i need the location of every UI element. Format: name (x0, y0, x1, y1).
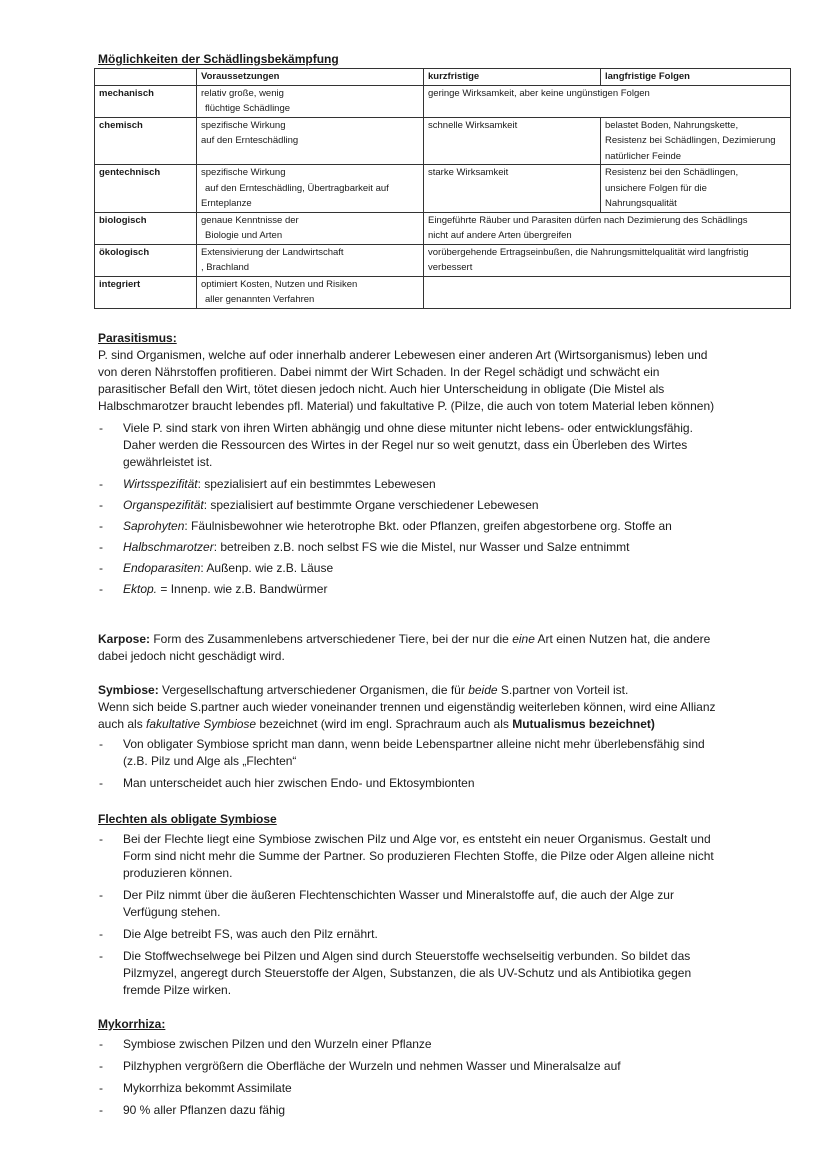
table-title: Möglichkeiten der Schädlingsbekämpfung (98, 52, 339, 66)
cell-line: Ernteplanze (201, 198, 252, 209)
cell-line: genaue Kenntnisse der (201, 214, 299, 226)
karpose-text-end: Art einen Nutzen hat, die andere dabei jedoch nicht geschädigt wird. (98, 632, 711, 663)
flechten-heading: Flechten als obligate Symbiose (98, 812, 277, 826)
list-item: - Mykorrhiza bekommt Assimilate (98, 1080, 718, 1097)
term: Saprohyten (123, 519, 185, 533)
term-text: : Außenp. wie z.B. Läuse (200, 561, 334, 575)
mykorrhiza-heading: Mykorrhiza: (98, 1017, 166, 1031)
cell-line: relativ große, wenig (201, 87, 284, 99)
row-label: integriert (95, 276, 197, 308)
cell-line: natürlicher Feinde (605, 150, 682, 162)
list-item: - Man unterscheidet auch hier zwischen Endo- und Ektosymbionten (98, 775, 718, 792)
karpose-label: Karpose: (98, 632, 151, 646)
cell-line: Nahrungsqualität (605, 198, 677, 209)
cell-line: Resistenz bei den Schädlingen, (605, 167, 739, 178)
list-item: - Symbiose zwischen Pilzen und den Wurzeln einer Pflanze (98, 1036, 718, 1053)
section-flechten (98, 811, 718, 999)
list-item: - Bei der Flechte liegt eine Symbiose zwischen Pilz und Alge vor, es entsteht ein neuer Organismus. Gestalt und Form sind nicht mehr die Summe der Partner. So produzieren Flechten Stoffe, die Pilze oder Algen alleine nicht produzieren können. (98, 831, 718, 882)
section-symbiose (98, 682, 718, 792)
cell-line: vorübergehende Ertragseinbußen, die Nahrungsmittelqualität wird langfristig (428, 246, 749, 258)
pest-control-table (94, 68, 791, 309)
symbiose-line2-emph: fakultative Symbiose (146, 717, 257, 731)
cell-line: auf den Ernteschädling, Übertragbarkeit auf (205, 182, 389, 194)
list-item (98, 420, 718, 471)
cell-voraussetzungen (197, 165, 424, 213)
cell-line: aller genannten Verfahren (205, 294, 315, 305)
cell-kurzfristige (424, 117, 601, 165)
cell-voraussetzungen (197, 276, 424, 308)
cell-line: starke Wirksamkeit (428, 167, 509, 178)
term-text: : Fäulnisbewohner wie heterotrophe Bkt. oder Pflanzen, greifen abgestorbene org. Stoffe an (184, 519, 672, 533)
list-item: - Die Alge betreibt FS, was auch den Pilz ernährt. (98, 926, 718, 943)
parasitismus-intro: P. sind Organismen, welche auf oder innerhalb anderer Lebewesen einer anderen Art (Wirtsorganismus) leben und von deren Nährstoffen profitieren. Dabei nimmt der Wirt Schaden. In der Regel schädigt und schwächt ein parasitischer Befall den Wirt, tötet diesen jedoch nicht. Auch hier Unterscheidung in obligate (Die Mistel als Halbschmarotzer braucht lebendes pfl. Material) und fakultative P. (Pilze, die auch von totem Material leben können) (98, 348, 715, 413)
cell-line: spezifische Wirkung (201, 119, 286, 131)
section-karpose (98, 631, 718, 665)
row-label: chemisch (95, 117, 197, 165)
list-item: - Von obligater Symbiose spricht man dann, wenn beide Lebenspartner alleine nicht mehr überlebensfähig sind (z.B. Pilz und Alge als „Flechten“ (98, 736, 718, 770)
header-cell-langfristige: langfristige Folgen (601, 69, 791, 86)
mykorrhiza-list (98, 1036, 718, 1119)
symbiose-emph: beide (468, 683, 498, 697)
cell-langfristige (601, 165, 791, 213)
cell-merged-folgen (424, 244, 791, 276)
cell-voraussetzungen (197, 117, 424, 165)
row-label: biologisch (95, 212, 197, 244)
term: Endoparasiten (123, 561, 201, 575)
cell-langfristige (601, 117, 791, 165)
symbiose-text-end: S.partner von Vorteil ist. (497, 683, 629, 697)
list-item (98, 497, 718, 514)
flechten-list (98, 831, 718, 999)
row-label: ökologisch (95, 244, 197, 276)
karpose-paragraph (98, 631, 718, 665)
table-row (95, 117, 791, 165)
header-cell-empty (95, 69, 197, 86)
term-text: : betreiben z.B. noch selbst FS wie die Mistel, nur Wasser und Salze entnimmt (213, 540, 630, 554)
cell-merged-folgen (424, 276, 791, 308)
list-item (98, 518, 718, 535)
table-row (95, 276, 791, 308)
cell-voraussetzungen (197, 212, 424, 244)
symbiose-line2 (98, 699, 718, 733)
karpose-text: Form des Zusammenlebens artverschiedener Tiere, bei der nur die (150, 632, 513, 646)
term-text: : spezialisiert auf ein bestimmtes Lebewesen (197, 477, 436, 491)
list-item-text: Viele P. sind stark von ihren Wirten abhängig und ohne diese mitunter nicht lebens- oder entwicklungsfähig. Daher werden die Ressourcen des Wirtes in der Regel nur so weit genutzt, dass ein Überleben des Wirtes gewährleistet ist. (123, 421, 693, 469)
list-item (98, 476, 718, 493)
cell-line: auf den Ernteschädling (201, 135, 299, 146)
cell-line: belastet Boden, Nahrungskette, (605, 119, 739, 131)
cell-kurzfristige (424, 165, 601, 213)
cell-merged-folgen (424, 212, 791, 244)
cell-voraussetzungen (197, 85, 424, 117)
symbiose-line2-bold: Mutualismus bezeichnet) (512, 717, 655, 731)
term-text: : spezialisiert auf bestimmte Organe verschiedener Lebewesen (203, 498, 539, 512)
symbiose-line2-text: Wenn sich beide S.partner auch wieder voneinander trennen und eigenständig weiterleben können, wird eine Allianz auch als (98, 700, 716, 731)
term: Halbschmarotzer (123, 540, 214, 554)
table-row (95, 85, 791, 117)
cell-line: unsichere Folgen für die (605, 182, 707, 194)
term: Organspezifität (123, 498, 204, 512)
cell-line: optimiert Kosten, Nutzen und Risiken (201, 278, 358, 290)
cell-line: spezifische Wirkung (201, 167, 286, 178)
table-row (95, 244, 791, 276)
row-label: mechanisch (95, 85, 197, 117)
symbiose-text: Vergesellschaftung artverschiedener Organismen, die für (158, 683, 469, 697)
karpose-emph: eine (512, 632, 535, 646)
cell-line: Biologie und Arten (205, 230, 283, 241)
section-parasitismus (98, 330, 718, 598)
row-label: gentechnisch (95, 165, 197, 213)
cell-line: verbessert (428, 262, 473, 273)
cell-line: Eingeführte Räuber und Parasiten dürfen nach Dezimierung des Schädlings (428, 214, 748, 226)
cell-line: Extensivierung der Landwirtschaft (201, 246, 344, 258)
cell-line: flüchtige Schädlinge (205, 103, 291, 114)
cell-merged-folgen (424, 85, 791, 117)
term: Wirtsspezifität (123, 477, 198, 491)
cell-line: schnelle Wirksamkeit (428, 119, 518, 131)
table-header-row (95, 69, 791, 86)
list-item: - Die Stoffwechselwege bei Pilzen und Algen sind durch Steuerstoffe wechselseitig verbunden. So bildet das Pilzmyzel, angeregt durch Steuerstoffe der Algen, Substanzen, die als UV-Schutz und als Antibiotika gegen fremde Pilze wirken. (98, 948, 718, 999)
table-row (95, 212, 791, 244)
cell-line: geringe Wirksamkeit, aber keine ungünstigen Folgen (428, 87, 650, 99)
list-item (98, 539, 718, 556)
header-cell-kurzfristige: kurzfristige (424, 69, 601, 86)
list-item: - Pilzhyphen vergrößern die Oberfläche der Wurzeln und nehmen Wasser und Mineralsalze auf (98, 1058, 718, 1075)
list-item (98, 560, 718, 577)
term-text: = Innenp. wie z.B. Bandwürmer (157, 582, 328, 596)
cell-line: Resistenz bei Schädlingen, Dezimierung (605, 135, 776, 146)
cell-voraussetzungen (197, 244, 424, 276)
list-item: - 90 % aller Pflanzen dazu fähig (98, 1102, 718, 1119)
term: Ektop. (123, 582, 158, 596)
list-item: - Der Pilz nimmt über die äußeren Flechtenschichten Wasser und Mineralstoffe auf, die auch der Alge zur Verfügung stehen. (98, 887, 718, 921)
list-item (98, 581, 718, 598)
symbiose-label: Symbiose: (98, 683, 159, 697)
cell-line: , Brachland (201, 262, 250, 273)
table-row (95, 165, 791, 213)
parasitismus-list (98, 420, 718, 598)
cell-line: nicht auf andere Arten übergreifen (428, 230, 572, 241)
symbiose-list (98, 736, 718, 792)
parasitismus-heading: Parasitismus: (98, 331, 177, 345)
header-cell-voraussetzungen: Voraussetzungen (197, 69, 424, 86)
symbiose-line2-mid: bezeichnet (wird im engl. Sprachraum auch als (256, 717, 513, 731)
symbiose-line1 (98, 682, 718, 699)
section-mykorrhiza (98, 1016, 718, 1119)
